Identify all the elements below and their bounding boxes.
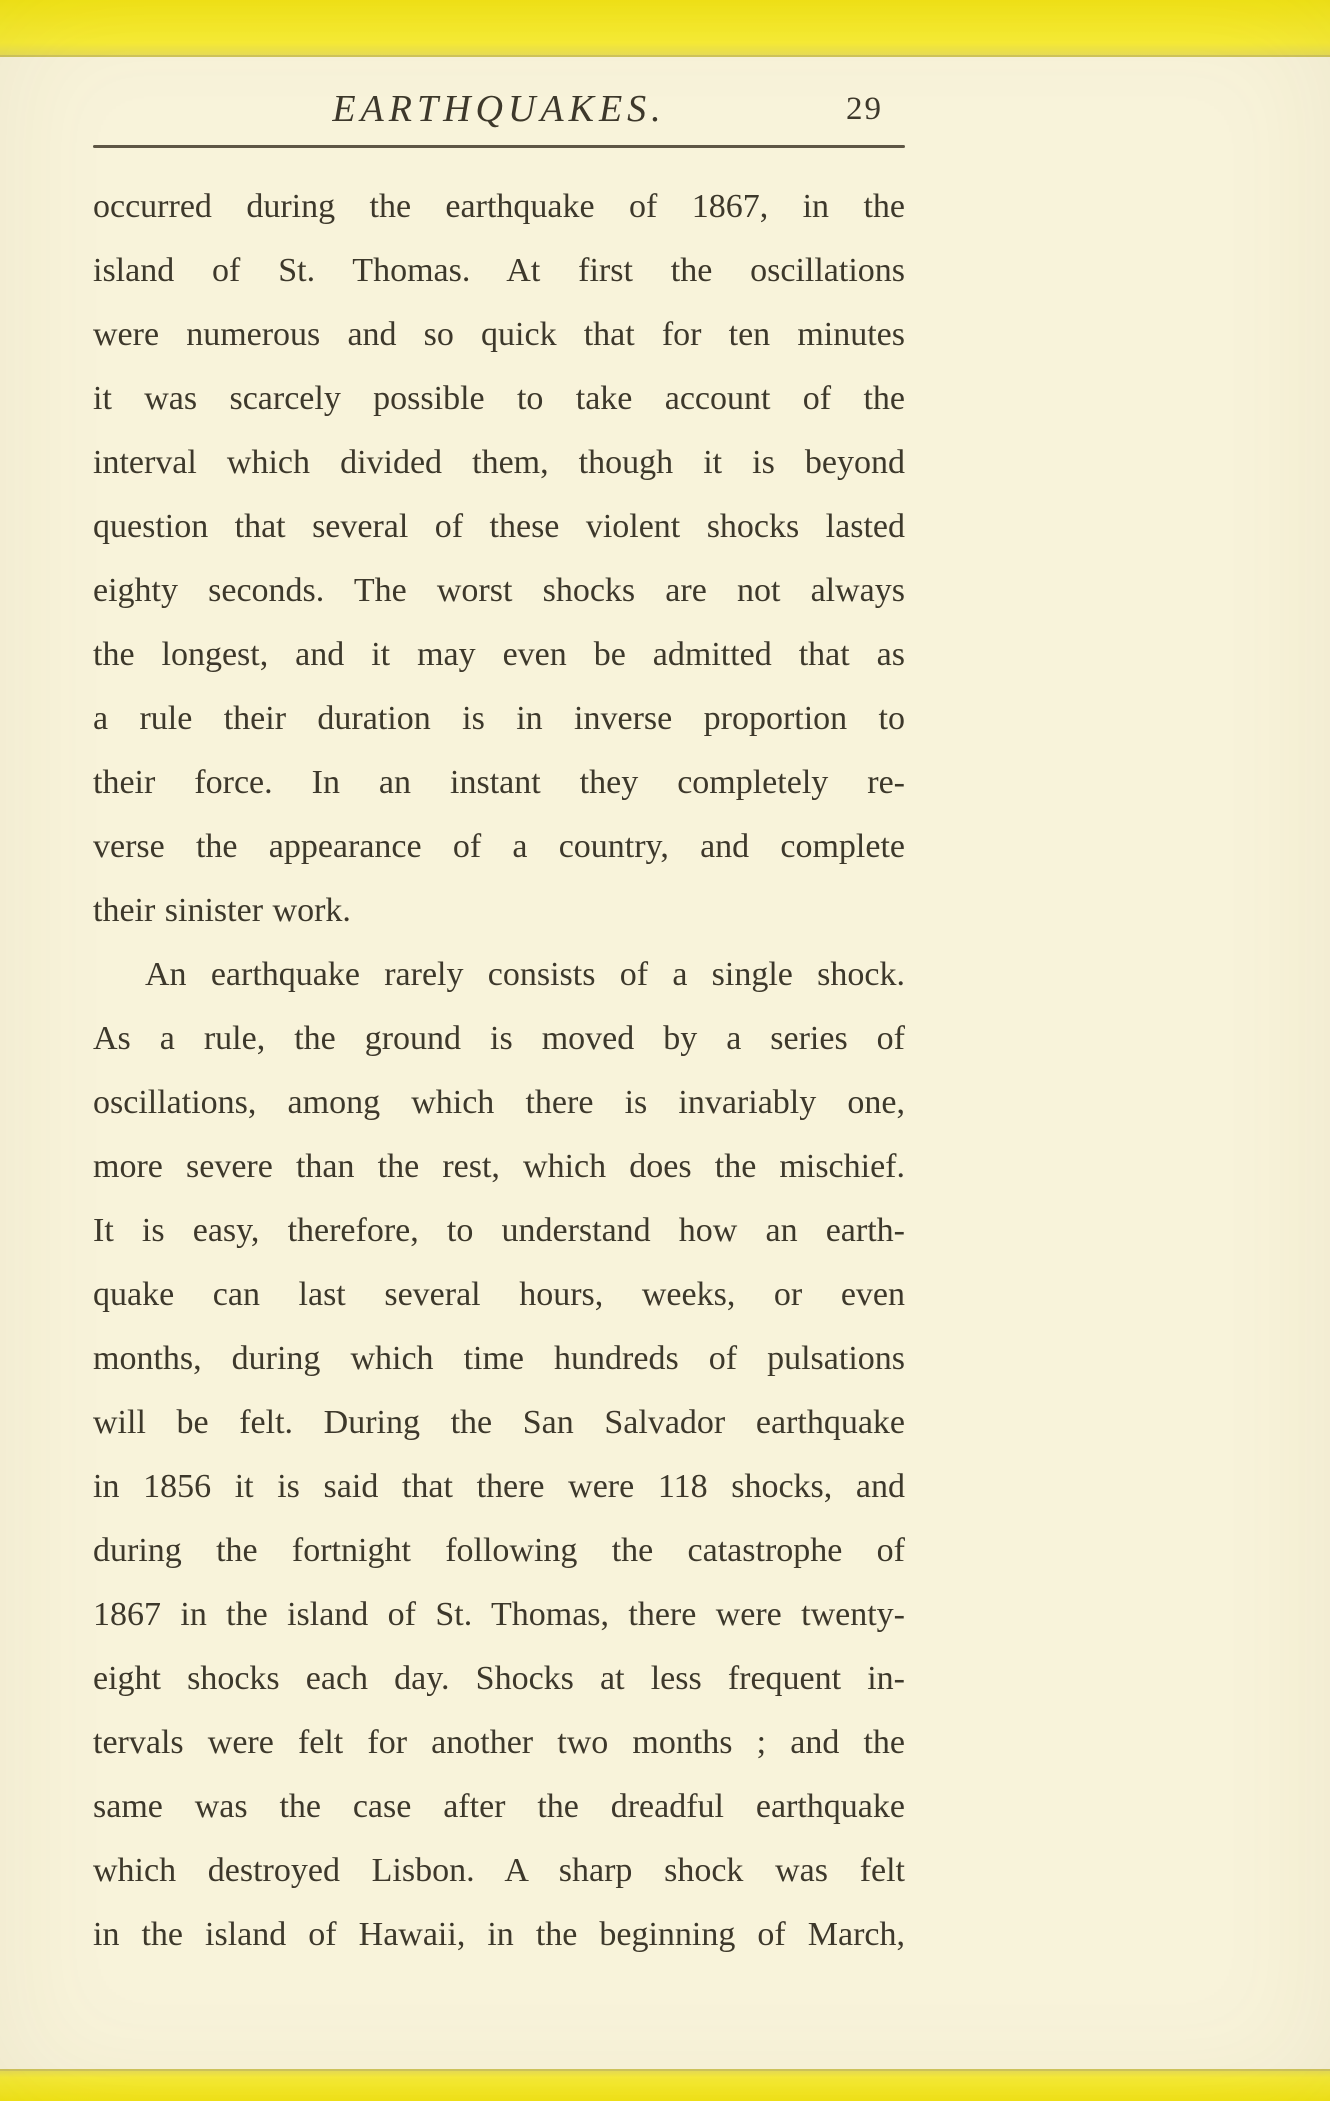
page-title: EARTHQUAKES. [332,88,666,130]
text-line: will be felt. During the San Salvador earthquake [93,1404,905,1441]
text-line: An earthquake rarely consists of a single shock. [145,956,905,993]
text-line: interval which divided them, though it is beyond [93,444,905,481]
text-line: which destroyed Lisbon. A sharp shock was felt [93,1852,905,1889]
text-line: their sinister work. [93,892,351,929]
header-rule [93,145,905,148]
text-line: in the island of Hawaii, in the beginning of March, [93,1916,905,1953]
running-head [93,57,905,141]
text-line: question that several of these violent shocks lasted [93,508,905,545]
text-line: eight shocks each day. Shocks at less frequent in- [93,1660,905,1697]
text-line: 1867 in the island of St. Thomas, there were twenty- [93,1596,905,1633]
text-body [93,175,905,1967]
text-line: a rule their duration is in inverse proportion to [93,700,905,737]
text-line: it was scarcely possible to take account of the [93,380,905,417]
text-line: during the fortnight following the catastrophe of [93,1532,905,1569]
text-line: tervals were felt for another two months ; and the [93,1724,905,1761]
text-line: more severe than the rest, which does the mischief. [93,1148,905,1185]
paragraph [93,943,905,1967]
text-line: verse the appearance of a country, and complete [93,828,905,865]
text-line: were numerous and so quick that for ten minutes [93,316,905,353]
text-line: quake can last several hours, weeks, or even [93,1276,905,1313]
text-line: eighty seconds. The worst shocks are not always [93,572,905,609]
paragraph [93,175,905,943]
page-number: 29 [846,91,883,127]
text-line: their force. In an instant they completely re- [93,764,905,801]
text-line: island of St. Thomas. At first the oscillations [93,252,905,289]
text-line: occurred during the earthquake of 1867, in the [93,188,905,225]
book-edge-top [0,0,1330,57]
text-line: in 1856 it is said that there were 118 shocks, and [93,1468,905,1505]
text-line: the longest, and it may even be admitted that as [93,636,905,673]
book-edge-bottom [0,2069,1330,2101]
text-line: It is easy, therefore, to understand how an earth- [93,1212,905,1249]
book-page [93,57,905,1967]
text-line: same was the case after the dreadful earthquake [93,1788,905,1825]
text-line: months, during which time hundreds of pulsations [93,1340,905,1377]
text-line: oscillations, among which there is invariably one, [93,1084,905,1121]
text-line: As a rule, the ground is moved by a series of [93,1020,905,1057]
